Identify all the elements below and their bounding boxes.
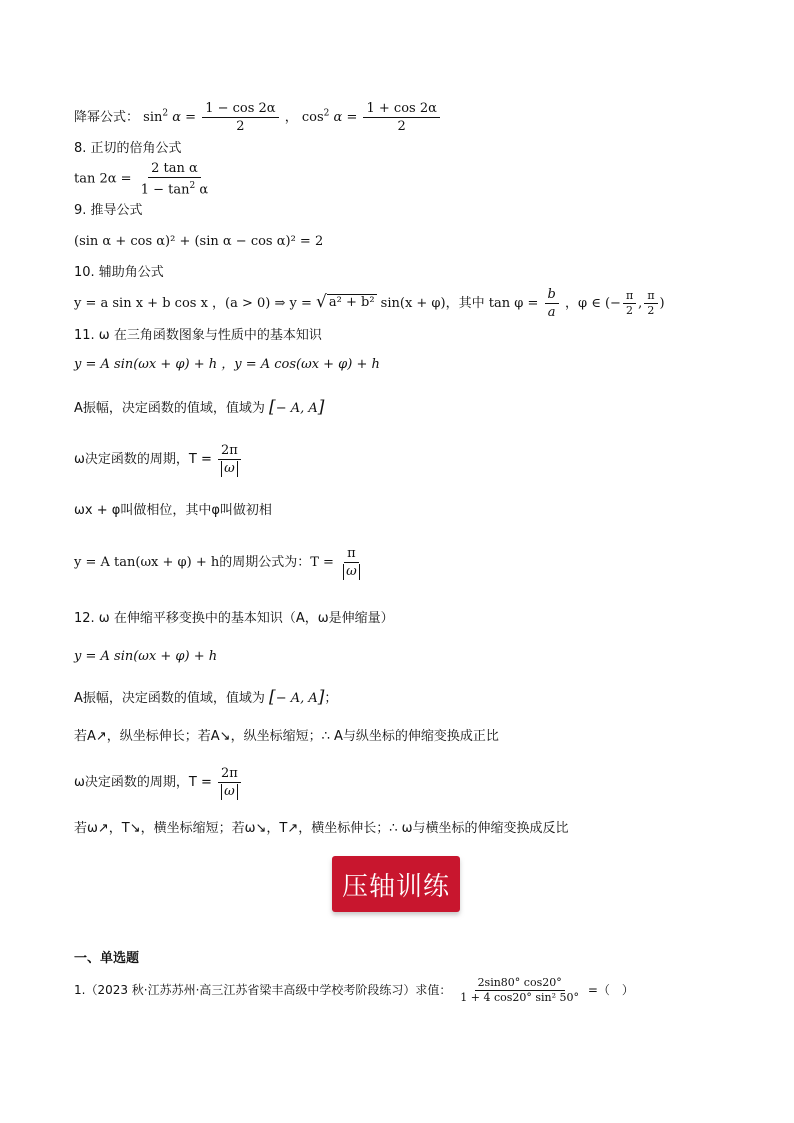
derived-formula: (sin α + cos α)² + (sin α − cos α)² = 2 <box>74 234 324 249</box>
two-den-1: 2 <box>626 304 634 317</box>
pi-num-2: π <box>644 289 657 304</box>
transform-omega-abs: ω <box>221 784 238 800</box>
auxiliary-heading: 10. 辅助角公式 <box>74 265 164 280</box>
period-fraction <box>218 442 241 477</box>
tan-double-den-tail: α <box>199 182 209 198</box>
auxiliary-part1: y = a sin x + b cos x ，(a > 0) ⇒ y = <box>74 296 312 311</box>
transform-amplitude-text: A振幅，决定函数的值域，值域为 <box>74 691 265 706</box>
omega-transform-heading: 12. ω 在伸缩平移变换中的基本知识（A，ω是伸缩量） <box>74 611 394 626</box>
pi-half-fraction-1 <box>623 289 636 318</box>
tan-period-fraction <box>340 545 363 580</box>
omega-abs: ω <box>221 461 238 477</box>
derived-heading: 9. 推导公式 <box>74 203 143 218</box>
tan-period-text: y = A tan(ωx + φ) + h的周期公式为：T = <box>74 555 334 570</box>
period-text: ω决定函数的周期，T = <box>74 452 212 467</box>
reduction-num-1: 1 − cos 2α <box>202 100 278 118</box>
tan-double-fraction: $\frac{\text{2 tan α}}{1 - \tan^2 \alpha}$ <box>140 161 209 198</box>
question-1-fraction <box>457 976 582 1005</box>
training-banner <box>332 856 460 912</box>
sqrt-expression: √ a² + b² <box>316 292 375 312</box>
tan-omega-abs: ω <box>343 564 360 580</box>
question-1-den: 1 + 4 cos20° sin² 50° <box>460 991 580 1004</box>
section-heading: 一、单选题 <box>74 951 140 966</box>
period-num: 2π <box>218 442 241 460</box>
reduction-num-2: 1 + cos 2α <box>363 100 439 118</box>
rule-a-line: 若A↗，纵坐标伸长；若A↘，纵坐标缩短；∴ A与纵坐标的伸缩变换成正比 <box>74 729 499 744</box>
question-1-text: 1.（2023 秋·江苏苏州·高三江苏省梁丰高级中学校考阶段练习）求值： <box>74 983 452 997</box>
sin-text: sin <box>143 110 163 125</box>
tan-double-heading: 8. 正切的倍角公式 <box>74 141 182 156</box>
reduction-den-2: 2 <box>397 119 406 134</box>
reduction-den-1: 2 <box>236 119 245 134</box>
sqrt-radicand: a² + b² <box>328 295 375 310</box>
reduction-comma: ， <box>284 110 298 125</box>
reduction-fraction-1 <box>202 100 278 135</box>
frac-b: b <box>545 286 559 304</box>
tan-double-den: 1 − tan <box>140 182 190 198</box>
auxiliary-part2: sin(x + φ)，其中 tan φ = <box>380 296 539 311</box>
tan-double-num: 2 tan α <box>148 160 201 178</box>
auxiliary-part3: ，φ ∈ (− <box>564 296 621 311</box>
transform-amp-tail: ； <box>324 691 338 706</box>
pi-half-fraction-2 <box>644 289 657 318</box>
omega-transform-func: y = A sin(ωx + φ) + h <box>74 649 218 664</box>
tan-double-lhs: tan 2α = <box>74 171 132 187</box>
phase-line: ωx + φ叫做相位，其中φ叫做初相 <box>74 503 272 518</box>
transform-range: − A, A <box>275 691 318 706</box>
period-line <box>74 442 243 477</box>
range-text: − A, A <box>275 401 318 416</box>
transform-amplitude-line: A振幅，决定函数的值域，值域为 [− A, A]； <box>74 687 338 707</box>
question-1 <box>74 976 634 1005</box>
auxiliary-formula: y = a sin x + b cos x ，(a > 0) ⇒ y = √ a² + b² sin(x + φ)，其中 tan φ = $\frac{b}{a}$ ，φ ∈ (− $\frac{\pi}{2}$ , $\frac{\pi}{2}$ ) <box>74 287 665 320</box>
b-over-a-fraction <box>545 286 559 321</box>
amplitude-line: A振幅，决定函数的值域，值域为 [− A, A] <box>74 397 325 417</box>
transform-period-line <box>74 765 243 800</box>
transform-period-fraction <box>218 765 241 800</box>
transform-period-text: ω决定函数的周期，T = <box>74 775 212 790</box>
question-1-num: 2sin80° cos20° <box>475 976 565 991</box>
frac-a: a <box>547 305 556 320</box>
reduction-fraction-2 <box>363 100 439 135</box>
tan-period-num: π <box>344 545 359 563</box>
transform-period-num: 2π <box>218 765 241 783</box>
reduction-label: 降幂公式： <box>74 110 140 125</box>
omega-graph-heading: 11. ω 在三角函数图象与性质中的基本知识 <box>74 328 322 343</box>
two-den-2: 2 <box>647 304 655 317</box>
omega-graph-funcs: y = A sin(ωx + φ) + h ，y = A cos(ωx + φ) + h <box>74 357 380 372</box>
cos-text: cos <box>301 110 324 125</box>
amplitude-text: A振幅，决定函数的值域，值域为 <box>74 401 265 416</box>
rule-w-line: 若ω↗，T↘，横坐标缩短；若ω↘，T↗，横坐标伸长；∴ ω与横坐标的伸缩变换成反比 <box>74 821 569 836</box>
tan-double-formula <box>74 160 213 198</box>
pi-num-1: π <box>623 289 636 304</box>
reduction-formula-line: 降幂公式： $\sin^2 \alpha$ = $\frac{1 - \cos 2\alpha}{2}$ ， $\cos^2 \alpha$ = $\frac{1 + \cos 2\alpha}{2}$ <box>74 100 442 135</box>
question-1-tail: =（ ） <box>587 983 634 997</box>
banner-text: 压轴训练 <box>341 871 450 902</box>
tan-period-line <box>74 545 365 580</box>
